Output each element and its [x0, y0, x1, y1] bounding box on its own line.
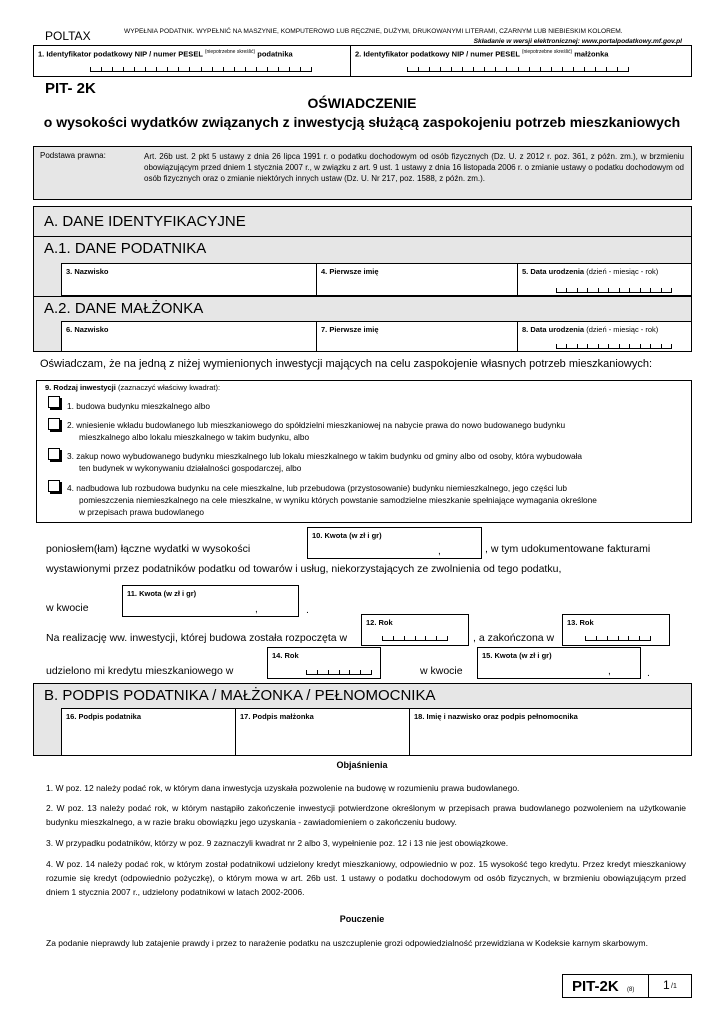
first-name-spouse-label: 7. Pierwsze imię — [321, 325, 379, 334]
digit-cell-tick — [518, 67, 519, 71]
digit-cell-tick — [562, 67, 563, 71]
nip-pesel-taxpayer-field[interactable] — [33, 45, 351, 77]
digit-cell-tick — [577, 288, 578, 292]
birthdate-spouse-ticks — [556, 344, 672, 349]
digit-cell-tick — [418, 67, 419, 71]
digit-cell-tick — [671, 344, 672, 348]
option-3-checkbox[interactable] — [48, 448, 60, 460]
section-a1-a2-divider — [34, 296, 691, 297]
surname-spouse-field[interactable] — [61, 321, 317, 352]
legal-basis — [33, 146, 692, 200]
digit-cell-tick — [650, 288, 651, 292]
digit-cell-tick — [661, 288, 662, 292]
digit-cell-tick — [306, 670, 307, 674]
explanation-2: 2. W poz. 13 należy podać rok, w którym nastąpiło zakończenie inwestycji potwierdzone określonym w przepisach prawa budowlanego pozwoleniem na użytkowanie budynku mieszkalnego, a w razie braku obowiązku jego uzyskania - zawiadomieniem o zakończeniu budowy. — [46, 803, 686, 827]
nip-taxpayer-suffix: podatnika — [257, 49, 293, 59]
birthdate-taxpayer-field[interactable] — [517, 263, 692, 296]
digit-cell-tick — [429, 67, 430, 71]
digit-cell-tick — [245, 67, 246, 71]
digit-cell-tick — [566, 288, 567, 292]
digit-cell-tick — [234, 67, 235, 71]
digit-cell-tick — [436, 636, 437, 640]
investment-type-field — [36, 380, 692, 523]
mortgage-year-label: 14. Rok — [272, 651, 299, 660]
mortgage-amount-text: w kwocie — [420, 665, 463, 677]
digit-cell-tick — [311, 67, 312, 71]
end-year-field[interactable] — [562, 614, 670, 646]
total-expenses-field[interactable] — [307, 527, 482, 559]
investment-type-header — [45, 383, 220, 392]
spouse-signature-label: 17. Podpis małżonka — [240, 712, 314, 721]
surname-taxpayer-field[interactable] — [61, 263, 317, 296]
spouse-signature-field[interactable] — [235, 708, 410, 756]
construction-text: Na realizację ww. inwestycji, której budowa została rozpoczęta w — [46, 632, 348, 644]
mortgage-amount-comma: , — [608, 666, 611, 677]
nip-spouse-suffix: małżonka — [574, 49, 609, 59]
digit-cell-tick — [101, 67, 102, 71]
proxy-signature-label: 18. Imię i nazwisko oraz podpis pełnomocnika — [414, 712, 578, 721]
birthdate-taxpayer-hint: (dzień - miesiąc - rok) — [586, 267, 659, 276]
warning-text: Za podanie nieprawdy lub zatajenie prawdy i przez to narażenie podatku na uszczuplenie grozi odpowiedzialność przewidziana w Kodeksie karnym skarbowym. — [46, 938, 648, 948]
form-title: OŚWIADCZENIE — [307, 95, 417, 111]
birthdate-spouse-hint: (dzień - miesiąc - rok) — [586, 325, 659, 334]
digit-cell-tick — [90, 67, 91, 71]
taxpayer-signature-field[interactable] — [61, 708, 236, 756]
form-code: PIT- 2K — [45, 80, 96, 97]
digit-cell-tick — [407, 67, 408, 71]
option-2-text-line1: 2. wniesienie wkładu budowlanego lub mieszkaniowego do spółdzielni mieszkaniowej na nabycie prawa do nowo budowanego budynku — [67, 420, 566, 430]
digit-cell-tick — [349, 670, 350, 674]
digit-cell-tick — [628, 636, 629, 640]
digit-cell-tick — [393, 636, 394, 640]
total-expenses-label: 10. Kwota (w zł i gr) — [312, 531, 382, 540]
section-b-title: B. PODPIS PODATNIKA / MAŁŻONKA / PEŁNOMOCNIKA — [44, 687, 436, 704]
digit-cell-tick — [425, 636, 426, 640]
mortgage-amount-field[interactable] — [477, 647, 641, 679]
digit-cell-tick — [134, 67, 135, 71]
digit-cell-tick — [212, 67, 213, 71]
vat-payers-text: wystawionymi przez podatników podatku od towarów i usług, niekorzystających ze zwolnienia od tego podatku, — [46, 563, 562, 575]
footer-page-total: /1 — [671, 983, 677, 990]
invoiced-amount-text: w kwocie — [46, 602, 89, 614]
section-a1-title: A.1. DANE PODATNIKA — [44, 240, 207, 257]
digit-cell-tick — [585, 636, 586, 640]
invoiced-amount-field[interactable] — [122, 585, 299, 617]
digit-cell-tick — [596, 636, 597, 640]
mortgage-amount-dot: . — [647, 667, 650, 679]
end-year-label: 13. Rok — [567, 618, 594, 627]
digit-cell-tick — [650, 636, 651, 640]
warning-title: Pouczenie — [339, 914, 385, 924]
form-subtitle: o wysokości wydatków związanych z inwestycją służącą zaspokojeniu potrzeb mieszkaniowych — [43, 114, 681, 130]
digit-cell-tick — [650, 344, 651, 348]
digit-cell-tick — [628, 67, 629, 71]
section-a2-title: A.2. DANE MAŁŻONKA — [44, 300, 204, 317]
digit-cell-tick — [112, 67, 113, 71]
digit-cell-tick — [529, 67, 530, 71]
section-a-title: A. DANE IDENTYFIKACYJNE — [44, 213, 246, 230]
invoiced-amount-label: 11. Kwota (w zł i gr) — [127, 589, 197, 598]
nip-spouse-hint: (niepotrzebne skreślić) — [521, 49, 573, 55]
digit-cell-tick — [566, 344, 567, 348]
digit-cell-tick — [382, 636, 383, 640]
digit-cell-tick — [223, 67, 224, 71]
explanation-1: 1. W poz. 12 należy podać rok, w którym dana inwestycja uzyskała pozwolenie na budowę w rozumieniu prawa budowlanego. — [46, 783, 520, 793]
digit-cell-tick — [123, 67, 124, 71]
digit-cell-tick — [606, 67, 607, 71]
start-year-field[interactable] — [361, 614, 469, 646]
option-1-checkbox[interactable] — [48, 396, 60, 408]
mortgage-amount-label: 15. Kwota (w zł i gr) — [482, 651, 552, 660]
section-b — [33, 683, 692, 756]
proxy-signature-field[interactable] — [409, 708, 692, 756]
digit-cell-tick — [629, 344, 630, 348]
invoiced-amount-dot: . — [306, 604, 309, 616]
surname-taxpayer-label: 3. Nazwisko — [66, 267, 109, 276]
digit-cell-tick — [404, 636, 405, 640]
footer-page-number — [648, 974, 692, 998]
footer-page: 1 — [663, 978, 670, 992]
digit-cell-tick — [473, 67, 474, 71]
footer-version: (8) — [627, 987, 635, 993]
digit-cell-tick — [447, 636, 448, 640]
first-name-taxpayer-label: 4. Pierwsze imię — [321, 267, 379, 276]
first-name-spouse-field[interactable] — [316, 321, 518, 352]
footer-code: PIT-2K — [572, 978, 619, 995]
option-3-text-line1: 3. zakup nowo wybudowanego budynku mieszkalnego lub lokalu mieszkalnego w takim budynku od gminy albo od osoby, która wybudowała — [67, 451, 583, 461]
explanation-3: 3. W przypadku podatników, którzy w poz. 9 zaznaczyli kwadrat nr 2 albo 3, wypełnienie poz. 12 i 13 nie jest obowiązkowe. — [46, 838, 509, 848]
taxpayer-signature-label: 16. Podpis podatnika — [66, 712, 142, 721]
digit-cell-tick — [540, 67, 541, 71]
nip-taxpayer-hint: (niepotrzebne skreślić) — [204, 49, 256, 55]
digit-cell-tick — [278, 67, 279, 71]
digit-cell-tick — [608, 288, 609, 292]
nip-spouse-label: 2. Identyfikator podatkowy NIP / numer PESEL — [355, 49, 520, 59]
option-4-text-line2: pomieszczenia niemieszkalnego na cele mieszkalne, w wyniku których powstanie samodzielne mieszkanie spełniające wymagania określone — [79, 495, 597, 505]
invoiced-text: , w tym udokumentowane fakturami — [485, 543, 651, 555]
digit-cell-tick — [201, 67, 202, 71]
footer-form-code — [562, 974, 649, 998]
end-year-ticks — [585, 636, 651, 641]
digit-cell-tick — [671, 288, 672, 292]
digit-cell-tick — [608, 344, 609, 348]
digit-cell-tick — [267, 67, 268, 71]
option-2-text-line2: mieszkalnego albo lokalu mieszkalnego w takim budynku, albo — [79, 432, 310, 442]
nip-pesel-spouse-field[interactable] — [350, 45, 692, 77]
digit-cell-tick — [556, 344, 557, 348]
digit-cell-tick — [551, 67, 552, 71]
digit-cell-tick — [587, 288, 588, 292]
completed-text: , a zakończona w — [473, 632, 555, 644]
digit-cell-tick — [339, 670, 340, 674]
digit-cell-tick — [484, 67, 485, 71]
digit-cell-tick — [506, 67, 507, 71]
nip-taxpayer-ticks — [90, 67, 312, 72]
digit-cell-tick — [178, 67, 179, 71]
digit-cell-tick — [317, 670, 318, 674]
option-4-checkbox[interactable] — [48, 480, 60, 492]
digit-cell-tick — [607, 636, 608, 640]
mortgage-year-ticks — [306, 670, 372, 675]
digit-cell-tick — [145, 67, 146, 71]
option-2-checkbox[interactable] — [48, 418, 60, 430]
total-expenses-comma: , — [438, 546, 441, 557]
digit-cell-tick — [577, 344, 578, 348]
digit-cell-tick — [156, 67, 157, 71]
nip-taxpayer-label: 1. Identyfikator podatkowy NIP / numer PESEL — [38, 49, 203, 59]
digit-cell-tick — [300, 67, 301, 71]
electronic-filing-note: Składanie w wersji elektronicznej: www.portalpodatkowy.mf.gov.pl — [473, 38, 682, 45]
investment-type-label: 9. Rodzaj inwestycji — [45, 383, 116, 392]
digit-cell-tick — [661, 344, 662, 348]
invoiced-amount-comma: , — [255, 604, 258, 615]
mortgage-text: udzielono mi kredytu mieszkaniowego w — [46, 665, 234, 677]
birthdate-taxpayer-ticks — [556, 288, 672, 293]
section-a — [33, 206, 692, 352]
digit-cell-tick — [640, 288, 641, 292]
digit-cell-tick — [440, 67, 441, 71]
brand: POLTAX — [45, 29, 91, 43]
digit-cell-tick — [360, 670, 361, 674]
digit-cell-tick — [328, 670, 329, 674]
legal-basis-text: Art. 26b ust. 2 pkt 5 ustawy z dnia 26 lipca 1991 r. o podatku dochodowym od osób fizycznych (Dz. U. z 2012 r. poz. 361, z późn. zm.), w brzmieniu obowiązującym przed dniem 1 stycznia 2007 r., w związku z art. 9 ust. 1 ustawy z dnia 16 listopada 2006 r. o zmianie ustawy o podatku dochodowym od osób fizycznych oraz o zmianie niektórych innych ustaw (Dz. U. Nr 217, poz. 1588, z późn. zm.). — [144, 152, 684, 183]
nip-spouse-ticks — [407, 67, 629, 72]
option-3-text-line2: ten budynek w wykonywaniu działalności gospodarczej, albo — [79, 463, 302, 473]
mortgage-year-field[interactable] — [267, 647, 381, 679]
legal-basis-label: Podstawa prawna: — [40, 151, 106, 160]
explanations-title: Objaśnienia — [336, 760, 388, 770]
option-1-text: 1. budowa budynku mieszkalnego albo — [67, 401, 210, 411]
digit-cell-tick — [451, 67, 452, 71]
investment-type-hint: (zaznaczyć właściwy kwadrat): — [117, 383, 221, 392]
section-a-divider — [34, 236, 691, 237]
first-name-taxpayer-field[interactable] — [316, 263, 518, 296]
option-4-text-line1: 4. nadbudowa lub rozbudowa budynku na cele mieszkalne, lub przebudowa (przystosowanie) budynku niemieszkalnego, jego części lub — [67, 483, 567, 493]
digit-cell-tick — [618, 636, 619, 640]
start-year-ticks — [382, 636, 448, 641]
digit-cell-tick — [598, 344, 599, 348]
birthdate-taxpayer-label: 5. Data urodzenia — [522, 267, 585, 276]
option-4-text-line3: w przepisach prawa budowlanego — [79, 507, 204, 517]
digit-cell-tick — [495, 67, 496, 71]
birthdate-spouse-label: 8. Data urodzenia — [522, 325, 585, 334]
digit-cell-tick — [639, 636, 640, 640]
fill-instruction: WYPEŁNIA PODATNIK. WYPEŁNIĆ NA MASZYNIE, KOMPUTEROWO LUB RĘCZNIE, DUŻYMI, DRUKOWANYMI LITERAMI, CZARNYM LUB NIEBIESKIM KOLOREM. — [124, 28, 623, 35]
digit-cell-tick — [619, 344, 620, 348]
digit-cell-tick — [584, 67, 585, 71]
digit-cell-tick — [415, 636, 416, 640]
digit-cell-tick — [573, 67, 574, 71]
expenses-text: poniosłem(łam) łączne wydatki w wysokości — [46, 543, 251, 555]
digit-cell-tick — [598, 288, 599, 292]
digit-cell-tick — [587, 344, 588, 348]
birthdate-spouse-field[interactable] — [517, 321, 692, 352]
digit-cell-tick — [640, 344, 641, 348]
digit-cell-tick — [617, 67, 618, 71]
declaration-intro: Oświadczam, że na jedną z niżej wymienionych inwestycji mających na celu zaspokojenie własnych potrzeb mieszkaniowych: — [40, 358, 652, 370]
digit-cell-tick — [256, 67, 257, 71]
digit-cell-tick — [556, 288, 557, 292]
surname-spouse-label: 6. Nazwisko — [66, 325, 109, 334]
digit-cell-tick — [289, 67, 290, 71]
digit-cell-tick — [462, 67, 463, 71]
digit-cell-tick — [189, 67, 190, 71]
digit-cell-tick — [371, 670, 372, 674]
digit-cell-tick — [595, 67, 596, 71]
digit-cell-tick — [629, 288, 630, 292]
digit-cell-tick — [619, 288, 620, 292]
explanation-4: 4. W poz. 14 należy podać rok, w którym został podatnikowi udzielony kredyt mieszkaniowy, odpowiednio w poz. 15 wysokość tego kredytu. Przez kredyt mieszkaniowy rozumie się kredyt (odpowiednio pożyczkę), o którym mowa w art. 26b ust. 1 ustawy o podatku dochodowym od osób fizycznych, w brzmieniu obowiązującym przed dniem 1 stycznia 2007 r., udzielony podatnikowi w latach 2002-2006. — [46, 859, 686, 897]
digit-cell-tick — [167, 67, 168, 71]
start-year-label: 12. Rok — [366, 618, 393, 627]
